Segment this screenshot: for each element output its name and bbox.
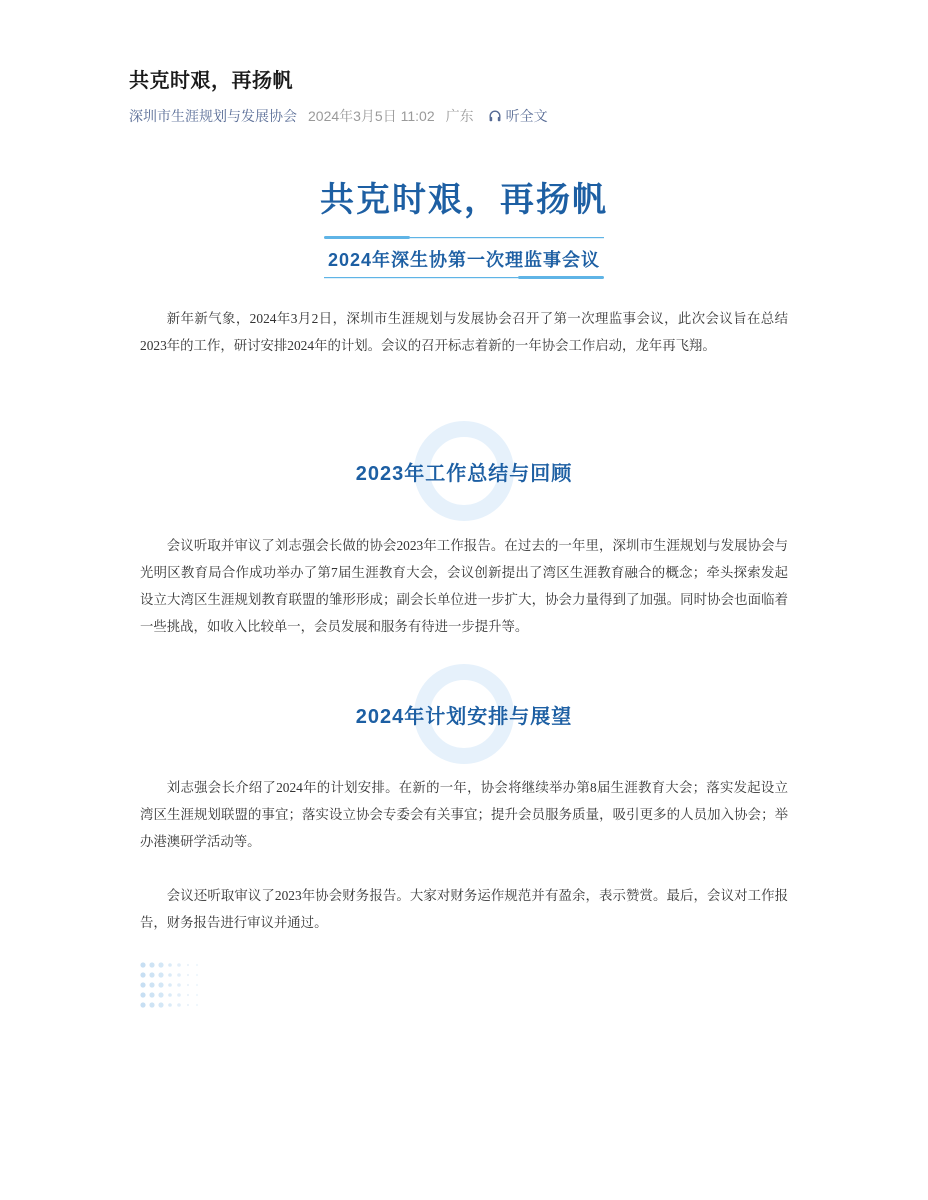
- section-heading-2024: 2024年计划安排与展望: [355, 706, 573, 728]
- dot-grid-dot: [140, 982, 145, 987]
- subtitle-top-line: [324, 236, 604, 240]
- dot-grid-dot: [177, 973, 181, 977]
- dot-grid-dot: [158, 972, 163, 977]
- dot-grid-dot: [149, 962, 154, 967]
- dot-grid-dot: [187, 974, 189, 976]
- dot-grid-dot: [158, 992, 163, 997]
- dot-grid-dot: [177, 983, 181, 987]
- account-name-link[interactable]: 深圳市生涯规划与发展协会: [129, 108, 297, 124]
- dot-grid-dot: [168, 1003, 172, 1007]
- intro-paragraph: 新年新气象，2024年3月2日，深圳市生涯规划与发展协会召开了第一次理监事会议，此次会议旨在总结2023年的工作，研讨安排2024年的计划。会议的召开标志着新的一年协会工作启动，龙年再飞翔。: [140, 311, 788, 353]
- dot-grid-dot: [177, 993, 181, 997]
- dot-grid-dot: [168, 973, 172, 977]
- dot-grid-dot: [140, 992, 145, 997]
- dot-grid-dot: [158, 982, 163, 987]
- poster-subtitle-banner: [322, 236, 606, 282]
- dot-grid-dot: [158, 1002, 163, 1007]
- dot-grid-dot: [196, 1004, 198, 1006]
- dot-grid-dot: [149, 972, 154, 977]
- dot-grid-dot: [187, 994, 189, 996]
- article-title: 共克时艰，再扬帆: [129, 70, 293, 92]
- listen-label: 听全文: [505, 108, 548, 124]
- dot-grid-dot: [168, 993, 172, 997]
- dot-grid-dot: [196, 964, 198, 966]
- dot-grid-dot: [196, 984, 198, 986]
- dot-grid-decoration: [140, 962, 204, 1008]
- listen-button[interactable]: [488, 106, 548, 126]
- poster-title: 共克时艰，再扬帆: [320, 181, 608, 219]
- subtitle-bottom-line: [324, 276, 604, 280]
- poster-subtitle: 2024年深生协第一次理监事会议: [327, 250, 601, 270]
- dot-grid-dot: [149, 1002, 154, 1007]
- publish-region: 广东: [445, 108, 474, 124]
- dot-grid-dot: [149, 982, 154, 987]
- publish-date: 2024年3月5日 11:02: [308, 108, 435, 124]
- closing-paragraph: 会议还听取审议了2023年协会财务报告。大家对财务运作规范并有盈余，表示赞赏。最后，会议对工作报告，财务报告进行审议并通过。: [140, 888, 788, 930]
- dot-grid-dot: [168, 963, 172, 967]
- dot-grid-dot: [187, 1004, 189, 1006]
- dot-grid-dot: [168, 983, 172, 987]
- dot-grid-dot: [187, 984, 189, 986]
- dot-grid-dot: [196, 974, 198, 976]
- section-heading-2023: 2023年工作总结与回顾: [355, 463, 573, 485]
- dot-grid-dot: [140, 972, 145, 977]
- dot-grid-dot: [187, 964, 189, 966]
- dot-grid-dot: [177, 963, 181, 967]
- dot-grid-dot: [196, 994, 198, 996]
- dot-grid-dot: [177, 1003, 181, 1007]
- article-meta: [129, 106, 548, 126]
- section-paragraph-2024: 刘志强会长介绍了2024年的计划安排。在新的一年，协会将继续举办第8届生涯教育大会；落实发起设立湾区生涯规划联盟的事宜；落实设立协会专委会有关事宜；提升会员服务质量，吸引更多的人员加入协会；举办港澳研学活动等。: [140, 780, 788, 849]
- dot-grid-dot: [149, 992, 154, 997]
- dot-grid-dot: [140, 962, 145, 967]
- section-paragraph-2023: 会议听取并审议了刘志强会长做的协会2023年工作报告。在过去的一年里，深圳市生涯规划与发展协会与光明区教育局合作成功举办了第7届生涯教育大会，会议创新提出了湾区生涯教育融合的概念；牵头探索发起设立大湾区生涯规划教育联盟的雏形形成；副会长单位进一步扩大，协会力量得到了加强。同时协会也面临着一些挑战，如收入比较单一，会员发展和服务有待进一步提升等。: [140, 538, 788, 634]
- headphone-icon: [488, 109, 502, 123]
- dot-grid-dot: [158, 962, 163, 967]
- dot-grid-dot: [140, 1002, 145, 1007]
